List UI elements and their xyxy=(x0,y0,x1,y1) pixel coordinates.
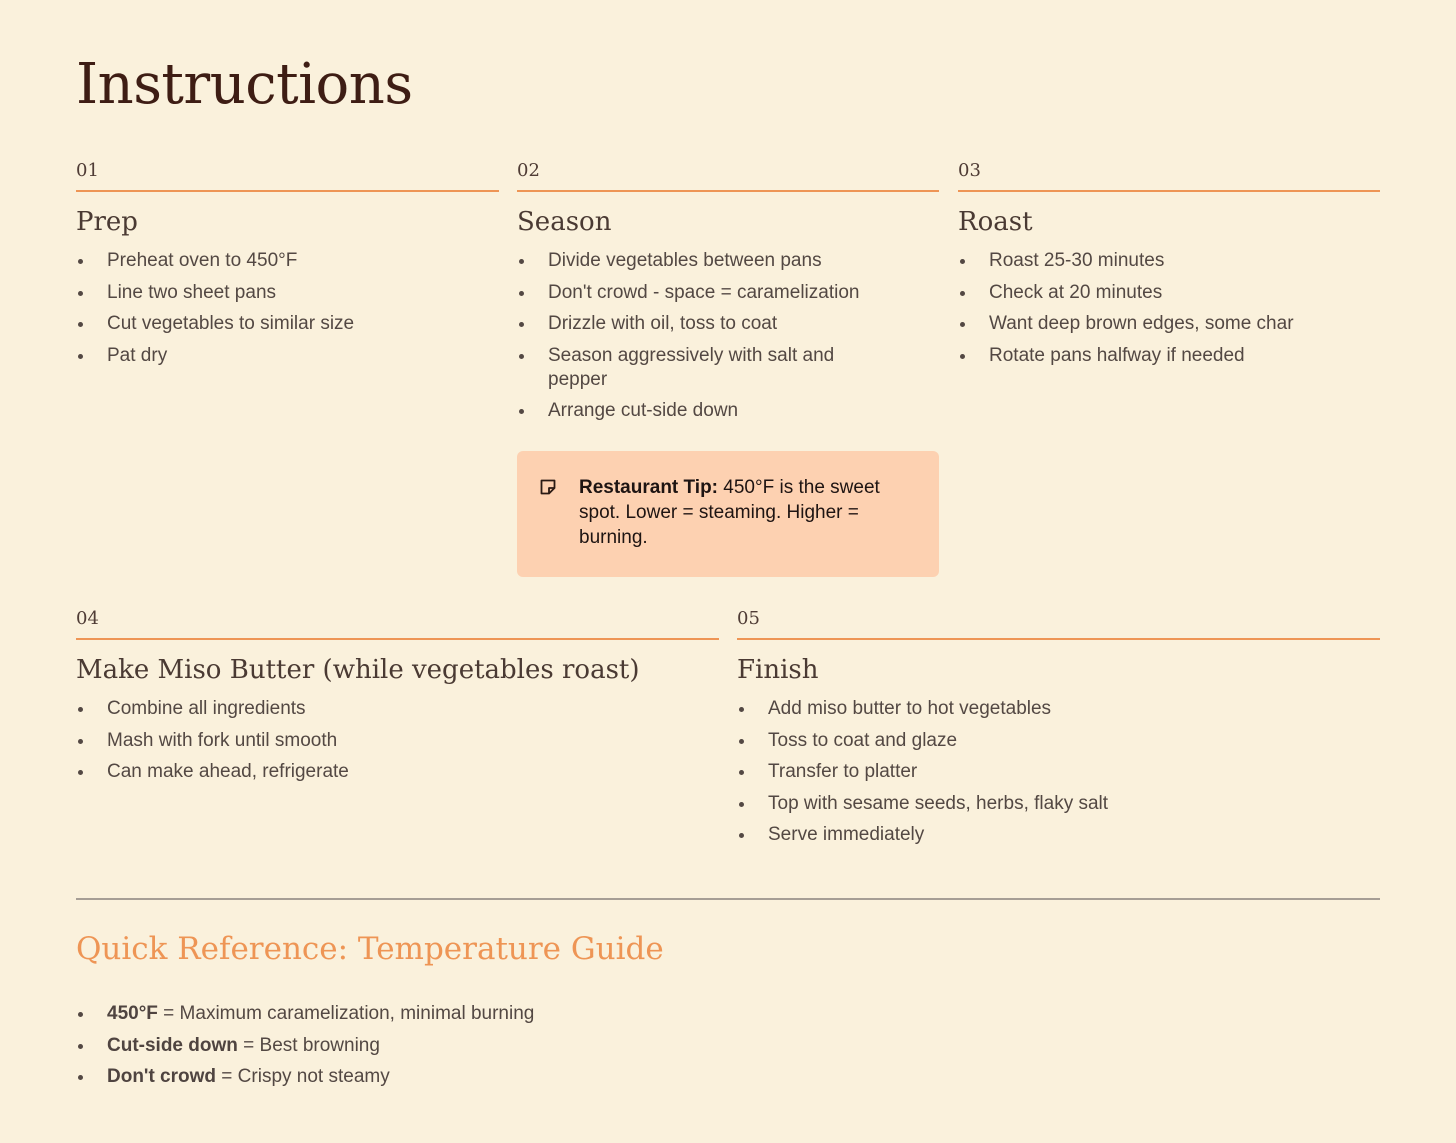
list-item: Cut vegetables to similar size xyxy=(76,312,499,336)
step-list xyxy=(737,697,1380,847)
list-item: Divide vegetables between pans xyxy=(517,249,877,273)
step-make-miso-butter xyxy=(76,608,719,792)
step-finish xyxy=(737,608,1380,855)
step-title: Roast xyxy=(958,207,1033,237)
quick-reference-title: Quick Reference: Temperature Guide xyxy=(76,931,664,967)
sticky-note-icon xyxy=(538,477,558,497)
list-item: Mash with fork until smooth xyxy=(76,729,719,753)
list-item: Line two sheet pans xyxy=(76,281,499,305)
list-item: Arrange cut-side down xyxy=(517,399,877,423)
reference-key: 450°F xyxy=(107,1003,158,1024)
quick-reference-list xyxy=(76,1002,534,1097)
step-title: Finish xyxy=(737,655,819,685)
step-season xyxy=(517,160,939,431)
list-item: Pat dry xyxy=(76,344,499,368)
list-item: Serve immediately xyxy=(737,823,1380,847)
list-item: Transfer to platter xyxy=(737,760,1380,784)
list-item: Want deep brown edges, some char xyxy=(958,312,1380,336)
list-item: Combine all ingredients xyxy=(76,697,719,721)
step-list xyxy=(958,249,1380,368)
tip-text: 450°F is the sweet spot. Lower = steaming. Higher = burning. xyxy=(579,477,880,548)
restaurant-tip-callout xyxy=(517,451,939,577)
reference-text: = Crispy not steamy xyxy=(216,1066,390,1087)
section-divider xyxy=(76,898,1380,900)
step-list xyxy=(76,249,499,368)
step-list xyxy=(517,249,877,423)
list-item xyxy=(76,1065,534,1089)
reference-key: Cut-side down xyxy=(107,1034,238,1056)
step-title: Season xyxy=(517,207,612,237)
reference-text: = Maximum caramelization, minimal burning xyxy=(157,1003,535,1024)
list-item: Top with sesame seeds, herbs, flaky salt xyxy=(737,792,1380,816)
reference-key: Don't crowd xyxy=(107,1066,217,1087)
step-title: Prep xyxy=(76,207,138,237)
list-item: Don't crowd - space = caramelization xyxy=(517,281,877,305)
step-number: 04 xyxy=(76,608,719,640)
step-number: 03 xyxy=(958,160,1380,192)
step-number: 02 xyxy=(517,160,939,192)
step-roast xyxy=(958,160,1380,375)
list-item: Preheat oven to 450°F xyxy=(76,249,499,273)
list-item: Roast 25-30 minutes xyxy=(958,249,1380,273)
list-item xyxy=(76,1034,534,1058)
list-item: Add miso butter to hot vegetables xyxy=(737,697,1380,721)
list-item xyxy=(76,1002,534,1026)
reference-text: = Best browning xyxy=(237,1034,380,1056)
list-item: Can make ahead, refrigerate xyxy=(76,760,719,784)
list-item: Season aggressively with salt and pepper xyxy=(517,344,877,392)
step-title: Make Miso Butter (while vegetables roast) xyxy=(76,655,640,685)
list-item: Rotate pans halfway if needed xyxy=(958,344,1380,368)
page-title: Instructions xyxy=(76,52,413,117)
step-list xyxy=(76,697,719,784)
tip-label: Restaurant Tip: xyxy=(579,477,719,498)
list-item: Check at 20 minutes xyxy=(958,281,1380,305)
list-item: Drizzle with oil, toss to coat xyxy=(517,312,877,336)
list-item: Toss to coat and glaze xyxy=(737,729,1380,753)
step-prep xyxy=(76,160,499,375)
step-number: 05 xyxy=(737,608,1380,640)
step-number: 01 xyxy=(76,160,499,192)
